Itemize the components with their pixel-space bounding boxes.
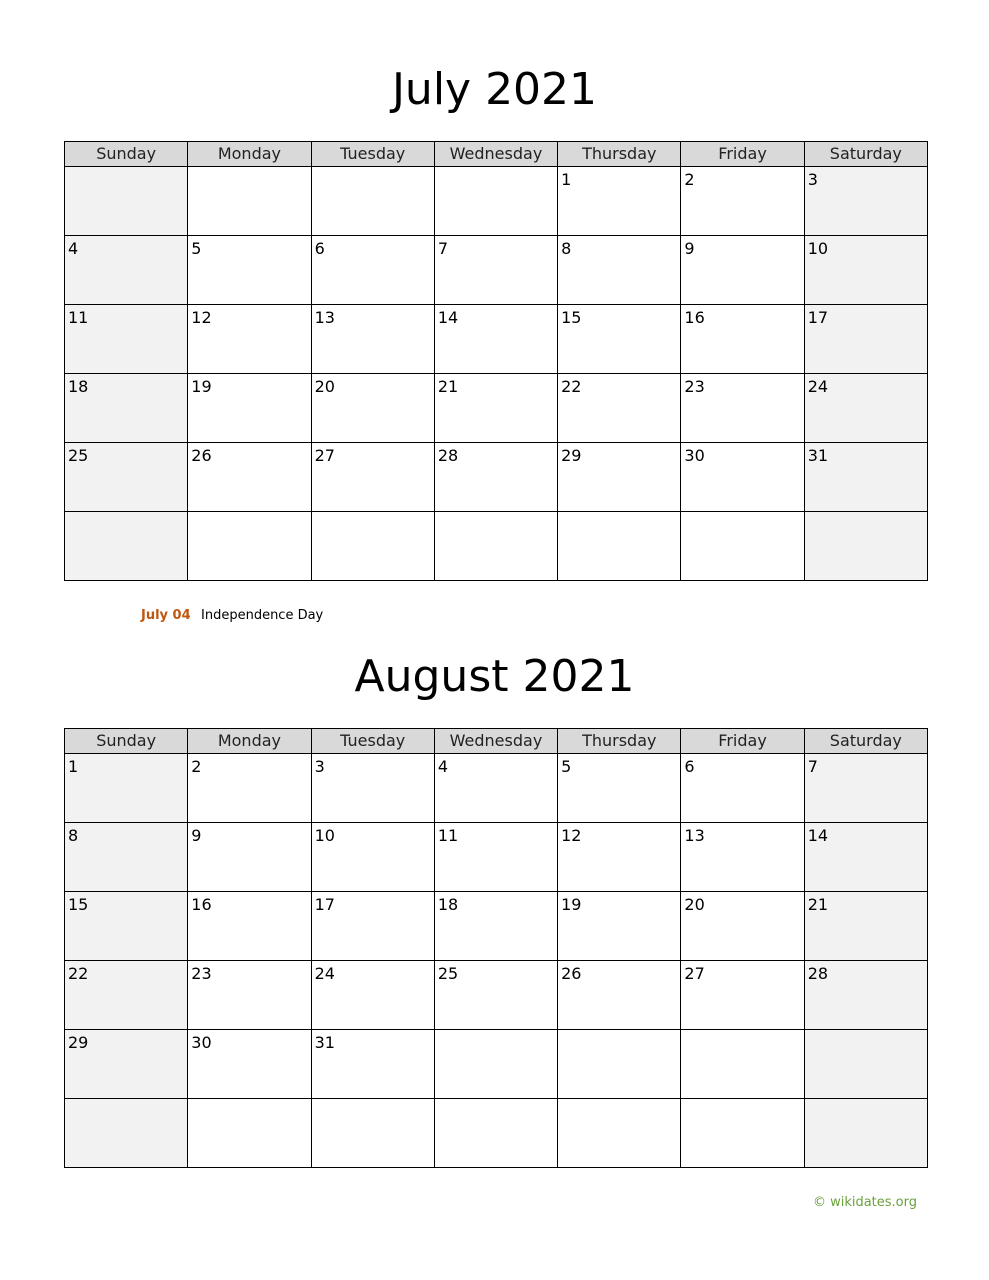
- week-row: [65, 754, 928, 823]
- day-cell: [558, 236, 681, 305]
- week-row: [65, 1099, 928, 1168]
- day-cell: [434, 823, 557, 892]
- day-number: [805, 1030, 927, 1033]
- day-cell: [804, 754, 927, 823]
- holiday-date: July 04: [141, 608, 191, 623]
- day-cell: [65, 892, 188, 961]
- week-row: [65, 961, 928, 1030]
- day-cell: [65, 1030, 188, 1099]
- day-cell: [681, 754, 804, 823]
- day-number: 27: [314, 446, 335, 465]
- day-cell: [311, 236, 434, 305]
- day-number: 12: [191, 308, 212, 327]
- day-cell: [434, 1099, 557, 1168]
- day-cell: [311, 961, 434, 1030]
- day-number: 29: [68, 1033, 89, 1052]
- day-cell: [558, 512, 681, 581]
- day-cell: [65, 1099, 188, 1168]
- week-row: [65, 1030, 928, 1099]
- day-cell: [434, 512, 557, 581]
- day-cell: [311, 1030, 434, 1099]
- day-number: 24: [314, 964, 335, 983]
- day-number: 5: [191, 239, 202, 258]
- day-cell: [558, 892, 681, 961]
- day-number: 4: [437, 757, 449, 776]
- day-number: 7: [437, 239, 449, 258]
- day-cell: [65, 961, 188, 1030]
- day-number: 25: [437, 964, 459, 983]
- day-cell: [311, 892, 434, 961]
- day-number: 28: [807, 964, 829, 983]
- weekday-header-saturday: Saturday: [804, 142, 927, 167]
- day-cell: [65, 823, 188, 892]
- day-number: [681, 1099, 803, 1102]
- day-cell: [434, 305, 557, 374]
- day-cell: [65, 374, 188, 443]
- day-cell: [188, 754, 311, 823]
- day-cell: [804, 305, 927, 374]
- day-number: 12: [561, 826, 582, 845]
- day-number: [188, 1099, 310, 1102]
- day-cell: [434, 374, 557, 443]
- day-cell: [804, 167, 927, 236]
- calendar-body-august: [65, 754, 928, 1168]
- day-cell: [188, 512, 311, 581]
- day-number: 31: [314, 1033, 335, 1052]
- day-number: 18: [437, 895, 459, 914]
- day-cell: [804, 374, 927, 443]
- day-cell: [188, 374, 311, 443]
- day-cell: [681, 1030, 804, 1099]
- day-cell: [188, 305, 311, 374]
- day-number: 22: [561, 377, 582, 396]
- day-cell: [681, 236, 804, 305]
- day-number: 5: [561, 757, 572, 776]
- day-cell: [188, 1030, 311, 1099]
- day-cell: [681, 961, 804, 1030]
- day-cell: [558, 823, 681, 892]
- month-title-july: July 2021: [391, 64, 598, 115]
- day-cell: [681, 305, 804, 374]
- day-cell: [804, 512, 927, 581]
- day-number: [681, 512, 803, 515]
- day-number: 15: [68, 895, 89, 914]
- day-number: 9: [191, 826, 202, 845]
- day-cell: [188, 1099, 311, 1168]
- day-number: 16: [684, 308, 705, 327]
- week-row: [65, 236, 928, 305]
- day-cell: [558, 754, 681, 823]
- day-cell: [681, 374, 804, 443]
- day-number: [65, 1099, 187, 1102]
- weekday-header-thursday: Thursday: [558, 142, 681, 167]
- day-cell: [311, 443, 434, 512]
- weekday-header-sunday: Sunday: [65, 729, 188, 754]
- day-number: [435, 512, 557, 515]
- day-number: 11: [68, 308, 89, 327]
- day-number: 22: [68, 964, 89, 983]
- day-cell: [188, 443, 311, 512]
- day-cell: [558, 305, 681, 374]
- day-number: 19: [561, 895, 582, 914]
- day-number: 23: [684, 377, 705, 396]
- day-cell: [558, 167, 681, 236]
- day-number: 14: [807, 826, 829, 845]
- day-cell: [681, 1099, 804, 1168]
- day-number: 14: [437, 308, 459, 327]
- day-number: 10: [314, 826, 335, 845]
- day-number: [435, 167, 557, 170]
- day-number: 30: [684, 446, 705, 465]
- weekday-header-row: [65, 142, 928, 167]
- day-number: 19: [191, 377, 212, 396]
- month-title-august: August 2021: [354, 651, 635, 702]
- day-number: 3: [314, 757, 325, 776]
- footer-credit: © wikidates.org: [812, 1195, 917, 1210]
- week-row: [65, 892, 928, 961]
- day-number: 13: [314, 308, 335, 327]
- weekday-header-friday: Friday: [681, 142, 804, 167]
- day-cell: [311, 512, 434, 581]
- day-number: 4: [68, 239, 79, 258]
- day-cell: [434, 754, 557, 823]
- day-cell: [188, 823, 311, 892]
- day-number: 3: [807, 170, 818, 189]
- day-cell: [434, 443, 557, 512]
- holiday-name: Independence Day: [201, 608, 324, 623]
- week-row: [65, 512, 928, 581]
- day-cell: [804, 892, 927, 961]
- day-number: [312, 1099, 434, 1102]
- day-number: 13: [684, 826, 705, 845]
- day-cell: [804, 1030, 927, 1099]
- day-cell: [65, 754, 188, 823]
- day-number: [188, 512, 310, 515]
- day-cell: [681, 823, 804, 892]
- weekday-header-tuesday: Tuesday: [311, 729, 434, 754]
- weekday-header-wednesday: Wednesday: [434, 142, 557, 167]
- day-number: 26: [561, 964, 582, 983]
- day-number: 6: [684, 757, 695, 776]
- calendar-grid-july: [64, 141, 928, 581]
- day-number: [558, 1099, 680, 1102]
- day-cell: [311, 754, 434, 823]
- day-number: 1: [68, 757, 79, 776]
- day-number: [65, 512, 187, 515]
- weekday-header-row: [65, 729, 928, 754]
- day-cell: [311, 823, 434, 892]
- day-number: [558, 1030, 680, 1033]
- day-number: 25: [68, 446, 89, 465]
- calendar-grid-august: [64, 728, 928, 1168]
- day-cell: [311, 305, 434, 374]
- day-number: 23: [191, 964, 212, 983]
- day-number: [65, 167, 187, 170]
- day-cell: [558, 443, 681, 512]
- day-cell: [65, 236, 188, 305]
- day-number: 9: [684, 239, 695, 258]
- day-number: 17: [314, 895, 335, 914]
- day-number: [435, 1030, 557, 1033]
- day-cell: [188, 236, 311, 305]
- day-number: 6: [314, 239, 325, 258]
- day-number: 24: [807, 377, 829, 396]
- week-row: [65, 305, 928, 374]
- day-cell: [188, 961, 311, 1030]
- day-cell: [681, 512, 804, 581]
- day-number: 7: [807, 757, 818, 776]
- day-number: 18: [68, 377, 89, 396]
- day-number: [681, 1030, 803, 1033]
- holiday-list: [141, 606, 323, 626]
- day-number: 27: [684, 964, 705, 983]
- weekday-header-tuesday: Tuesday: [311, 142, 434, 167]
- day-number: 2: [191, 757, 202, 776]
- day-cell: [65, 443, 188, 512]
- day-cell: [804, 443, 927, 512]
- day-number: 28: [437, 446, 459, 465]
- day-number: 20: [314, 377, 335, 396]
- day-cell: [65, 512, 188, 581]
- day-cell: [681, 443, 804, 512]
- day-number: [558, 512, 680, 515]
- day-number: 29: [561, 446, 582, 465]
- day-number: 1: [561, 170, 572, 189]
- week-row: [65, 374, 928, 443]
- day-cell: [434, 236, 557, 305]
- day-cell: [311, 167, 434, 236]
- day-number: 30: [191, 1033, 212, 1052]
- day-cell: [188, 167, 311, 236]
- day-cell: [804, 823, 927, 892]
- day-cell: [804, 236, 927, 305]
- weekday-header-monday: Monday: [188, 729, 311, 754]
- calendar-body-july: [65, 167, 928, 581]
- weekday-header-thursday: Thursday: [558, 729, 681, 754]
- day-cell: [558, 1030, 681, 1099]
- day-number: 16: [191, 895, 212, 914]
- day-number: [435, 1099, 557, 1102]
- day-number: [805, 1099, 927, 1102]
- weekday-header-friday: Friday: [681, 729, 804, 754]
- day-cell: [311, 1099, 434, 1168]
- weekday-header-wednesday: Wednesday: [434, 729, 557, 754]
- week-row: [65, 823, 928, 892]
- day-cell: [804, 1099, 927, 1168]
- day-cell: [558, 374, 681, 443]
- day-cell: [188, 892, 311, 961]
- day-number: [312, 167, 434, 170]
- weekday-header-sunday: Sunday: [65, 142, 188, 167]
- day-number: 2: [684, 170, 695, 189]
- weekday-header-saturday: Saturday: [804, 729, 927, 754]
- day-cell: [558, 961, 681, 1030]
- weekday-header-monday: Monday: [188, 142, 311, 167]
- day-number: 21: [437, 377, 459, 396]
- day-cell: [681, 892, 804, 961]
- day-number: 26: [191, 446, 212, 465]
- week-row: [65, 443, 928, 512]
- day-number: 10: [807, 239, 829, 258]
- day-number: 21: [807, 895, 829, 914]
- day-cell: [681, 167, 804, 236]
- day-cell: [434, 892, 557, 961]
- day-cell: [434, 1030, 557, 1099]
- day-number: 8: [68, 826, 79, 845]
- day-number: 8: [561, 239, 572, 258]
- day-number: 31: [807, 446, 829, 465]
- day-number: 11: [437, 826, 459, 845]
- day-cell: [434, 961, 557, 1030]
- day-cell: [65, 305, 188, 374]
- day-cell: [434, 167, 557, 236]
- day-number: 17: [807, 308, 829, 327]
- day-cell: [558, 1099, 681, 1168]
- day-cell: [65, 167, 188, 236]
- day-number: 15: [561, 308, 582, 327]
- day-cell: [804, 961, 927, 1030]
- day-number: [805, 512, 927, 515]
- week-row: [65, 167, 928, 236]
- day-number: [312, 512, 434, 515]
- day-number: 20: [684, 895, 705, 914]
- day-number: [188, 167, 310, 170]
- day-cell: [311, 374, 434, 443]
